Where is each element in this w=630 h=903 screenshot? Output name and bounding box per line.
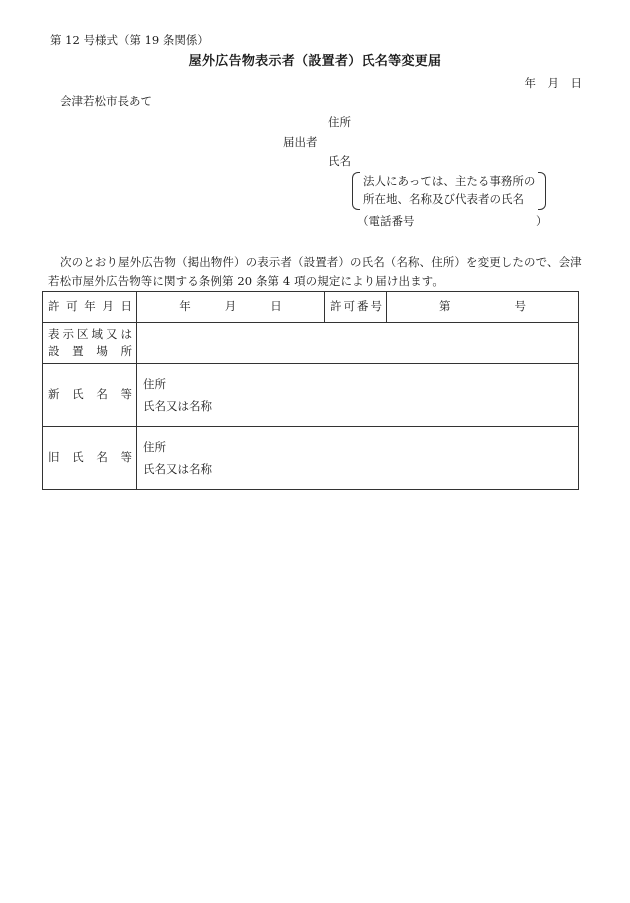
label-char: 可 [66,299,78,314]
corporate-note-line1: 法人にあっては、主たる事務所の [363,174,536,188]
corporate-note [352,172,546,208]
label-char: 区 [77,326,89,341]
permit-date-field[interactable] [137,292,325,323]
left-bracket [352,172,360,210]
submission-date: 年 月 日 [524,76,582,90]
label-char: 月 [224,299,237,314]
permit-number-field[interactable] [387,292,579,323]
phone-close-paren: ） [536,214,548,228]
notification-table [42,291,579,490]
old-address-label: 住所 [143,440,166,454]
label-char: 番 [357,299,369,314]
display-area-label [43,323,137,364]
label-char: 又 [106,326,118,341]
label-char: 年 [179,299,191,314]
display-area-label-line2 [48,346,132,358]
label-char: 等 [120,450,132,465]
old-name-field[interactable] [137,427,579,490]
label-char: 年 [84,299,96,314]
table-row [43,364,579,427]
form-number: 第 12 号様式（第 19 条関係） [50,33,209,47]
label-char: 第 [439,299,451,314]
new-name-field[interactable] [137,364,579,427]
label-char: 等 [120,387,132,402]
label-char: 置 [72,344,84,358]
label-char: 氏 [72,387,84,402]
phone-label: （電話番号 [357,214,415,228]
label-char: 所 [120,344,132,358]
label-char: 示 [62,326,74,341]
label-char: 許 [48,299,60,314]
new-address-label: 住所 [143,377,166,391]
permit-date-label-text [48,301,132,313]
label-char: 許 [330,299,342,314]
old-name-label [43,427,137,490]
label-char: は [120,326,132,341]
label-char: 日 [270,299,282,314]
right-bracket [538,172,546,210]
new-name-label [43,364,137,427]
permit-number-value [387,301,578,313]
table-row [43,323,579,364]
new-name-or-title-label: 氏名又は名称 [143,399,212,413]
label-char: 域 [91,326,103,341]
old-name-label-text [48,452,132,464]
old-name-or-title-label: 氏名又は名称 [143,462,212,476]
applicant-name-label: 氏名 [328,154,351,168]
table-row [43,427,579,490]
display-area-field[interactable] [137,323,579,364]
label-char: 設 [48,344,60,358]
label-char: 氏 [72,450,84,465]
label-char: 号 [370,299,382,314]
display-area-label-line1 [48,326,132,341]
permit-date-value [137,301,324,313]
label-char: 新 [48,387,60,402]
label-char: 名 [96,450,108,465]
label-char: 月 [102,299,114,314]
table-row [43,292,579,323]
permit-number-label-text [330,301,382,313]
label-char: 可 [343,299,355,314]
permit-date-label [43,292,137,323]
notifier-label: 届出者 [283,135,318,149]
document-title: 屋外広告物表示者（設置者）氏名等変更届 [188,54,442,69]
new-name-label-text [48,389,132,401]
label-char: 場 [96,344,108,358]
addressee: 会津若松市長あて [60,94,152,108]
label-char: 表 [48,326,60,341]
applicant-address-label: 住所 [328,115,351,129]
permit-number-label [325,292,387,323]
label-char: 旧 [48,450,60,465]
label-char: 名 [96,387,108,402]
corporate-note-line2: 所在地、名称及び代表者の氏名 [363,192,524,206]
label-char: 日 [120,299,132,314]
statement-paragraph: 次のとおり屋外広告物（掲出物件）の表示者（設置者）の氏名（名称、住所）を変更したので、会津若松市屋外広告物等に関する条例第 20 条第 4 項の規定により届け出ます。 [48,255,582,288]
label-char: 号 [514,299,526,314]
